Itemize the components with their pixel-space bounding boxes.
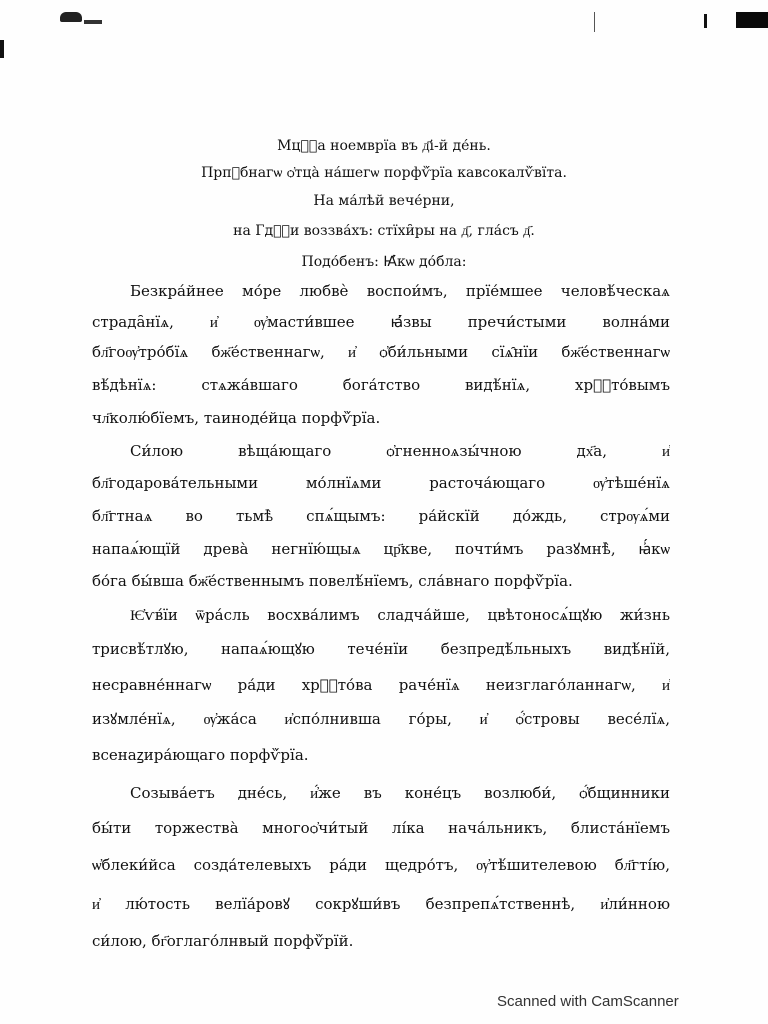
stichera-line: трисвѣ́тлꙋю, напаѧ́ющꙋю тече́нїи безпредѣ́льныхъ видѣ́нїй, (92, 640, 670, 658)
stichera-line: Созыва́етъ дне́сь, и҆́же въ коне́цъ возлюби́, ѻ҆́бщинники (130, 784, 670, 802)
stichera-line: Си́лою вѣща́ющаго ѻ҆гненноѧзы́чною дх҃а, и҆ (130, 442, 670, 460)
heading-saint: Прпⷣбнагѡ ѻ҆тца̀ на́шегѡ порфѷ́рїа кавсокалѷ́вїта. (201, 165, 567, 181)
stichera-line: бл҃гтнаѧ во тьмѣ̀ спѧ́щымъ: ра́йскїй до́ждь, стрѹѧ́ми (92, 507, 670, 525)
heading-tone: на Гдⷭ҇и воззва́хъ: стїхи̑ры на д҃, гла́съ д҃. (233, 223, 535, 239)
scan-edge-mark (594, 12, 595, 32)
scan-edge-mark (0, 40, 4, 58)
stichera-line: изꙋмле́нїѧ, ѹ҆жа́са и҆спо́лнивша го́ры, и҆ ѻ҆́стровы весе́лїѧ, (92, 710, 670, 728)
stichera-line: несравне́ннагѡ ра́ди хрⷭ҇то́ва раче́нїѧ неизглаго́ланнагѡ, и҆ (92, 676, 670, 694)
stichera-line: страда̑нїѧ, и҆ ѹ҆масти́вшее ꙗ҆́звы пречи́стыми волна́ми (92, 313, 670, 331)
stichera-line: напаѧ́ющїй древа̀ негнїю́щыѧ цр҃кве, почти́мъ разꙋмнѣ̀, ꙗ҆́кѡ (92, 540, 670, 558)
stichera-line: вѣ́дѣнїѧ: стѧжа́вшаго бога́тство видѣ́нїѧ, хрⷭ҇то́вымъ (92, 376, 670, 394)
stichera-line: бы́ти торжества̀ многоѻ҆чи́тый лі́ка нача́льникъ, блиста́нїемъ (92, 819, 670, 837)
heading-podoben: Подо́бенъ: Ꙗ҆́кѡ до́бла: (301, 254, 467, 270)
scan-corner-mark (736, 12, 768, 28)
stichera-line: чл҃колю́бїемъ, таиноде́йцa порфѷ́рїа. (92, 409, 381, 427)
stichera-line: бо́га бы́вша бж҃е́ственнымъ повелѣ́нїемъ, сла́внаго порфѷ́рїа. (92, 572, 573, 590)
heading-date: Мцⷭ҇а ноемврїа въ д҃і-й де́нь. (277, 138, 491, 154)
stichera-line: всенаꙁира́ющаго порфѷ́рїа. (92, 746, 309, 764)
scan-smudge (84, 20, 102, 24)
stichera-line: Ѥ҆ѵв́їи ѿра́сль восхва́лимъ сладча́йше, цвѣтоносѧ́щꙋю жи́знь (130, 606, 670, 624)
heading-service: На ма́лѣй вече́рни, (313, 193, 455, 209)
stichera-line: Безкра́йнее мо́ре любвѐ воспои́мъ, прїе́мшее человѣ́ческаѧ (130, 282, 670, 300)
stichera-line: ѡ҆блеки́йса созда́телевыхъ ра́ди щедро́тъ, ѹ҆тѣ́шителевою бл҃гті́ю, (92, 856, 670, 874)
scan-edge-mark (704, 14, 707, 28)
stichera-line: бл҃годарова́тельными мо́лнїѧми расточа́ющаго ѹ҆тѣше́нїѧ (92, 474, 670, 492)
scanner-watermark: Scanned with CamScanner (497, 993, 679, 1010)
scan-smudge (60, 12, 82, 22)
stichera-line: си́лою, бг҃оглаго́лнвый порфѷ́рїй. (92, 932, 354, 950)
stichera-line: бл҃гоѹ҆тро́бїѧ бж҃е́ственнагѡ, и҆ ѻ҆би́льными сїѧ̑нїи бж҃е́ственнагѡ (92, 343, 670, 361)
stichera-line: и҆ лю́тость велїа́ровꙋ сокрꙋши́въ безпрепѧ́тственнѣ, и҆ли́нною (92, 895, 670, 913)
